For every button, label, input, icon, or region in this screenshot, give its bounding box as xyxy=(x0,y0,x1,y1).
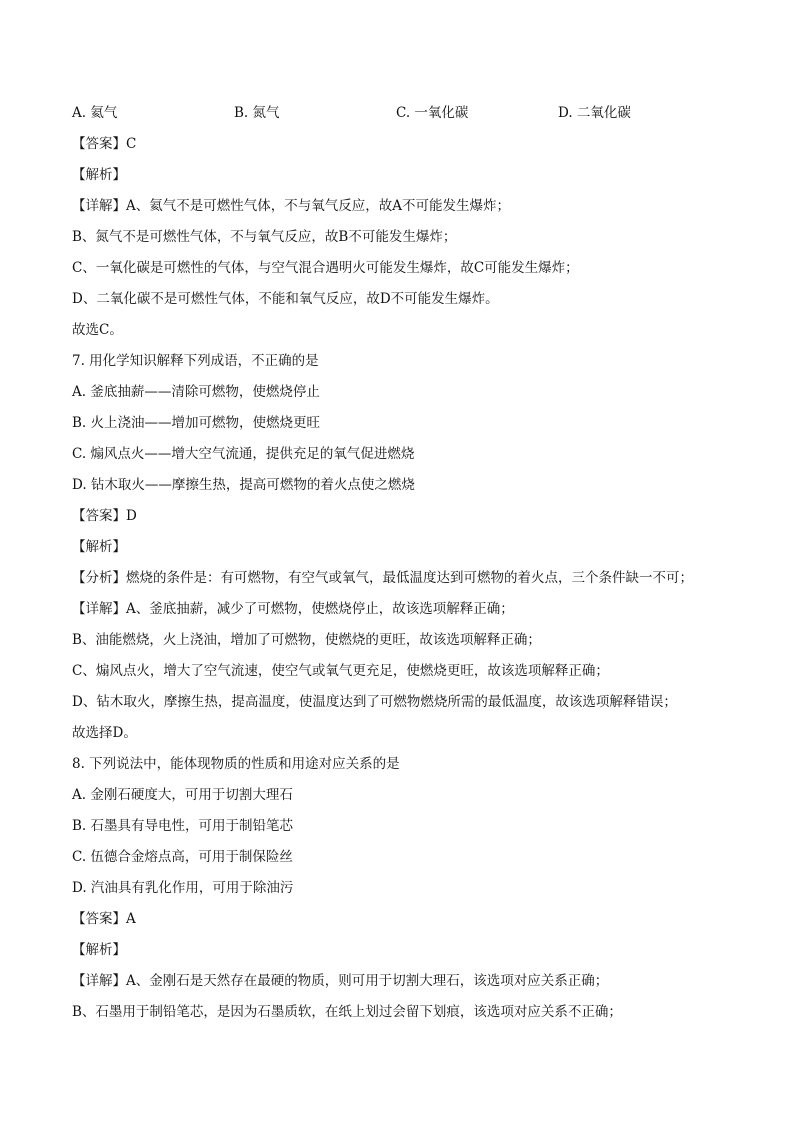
q6-analysis-head: 【解析】 xyxy=(72,167,126,183)
q6-detail-line: D、二氧化碳不是可燃性气体，不能和氧气反应，故D不可能发生爆炸。 xyxy=(72,291,499,307)
q6-option-b: B. 氮气 xyxy=(234,105,280,121)
q7-detail-line: B、油能燃烧，火上浇油，增加了可燃物，使燃烧的更旺，故该选项解释正确； xyxy=(72,632,541,648)
q8-option-a: A. 金刚石硬度大，可用于切割大理石 xyxy=(72,787,293,803)
q7-detail-line: D、钻木取火，摩擦生热，提高温度，使温度达到了可燃物燃烧所需的最低温度，故该选项解释错误； xyxy=(72,694,677,710)
q7-option-d: D. 钻木取火——摩擦生热，提高可燃物的着火点使之燃烧 xyxy=(72,477,415,493)
q6-option-c: C. 一氧化碳 xyxy=(396,105,469,121)
page-content xyxy=(72,101,732,1031)
q8-option-d: D. 汽油具有乳化作用，可用于除油污 xyxy=(72,880,294,896)
q8-detail-line: 【详解】A、金刚石是天然存在最硬的物质，则可用于切割大理石，该选项对应关系正确； xyxy=(72,973,609,989)
q6-detail-line: 【详解】A、氦气不是可燃性气体，不与氧气反应，故A不可能发生爆炸； xyxy=(72,198,510,214)
q8-stem: 8. 下列说法中，能体现物质的性质和用途对应关系的是 xyxy=(72,756,400,772)
q7-option-c: C. 煽风点火——增大空气流通，提供充足的氧气促进燃烧 xyxy=(72,446,415,462)
q8-answer: 【答案】A xyxy=(72,911,136,927)
q7-conclusion: 故选择D。 xyxy=(72,725,137,741)
q7-analysis-head: 【解析】 xyxy=(72,539,126,555)
q7-detail-line: 【详解】A、釜底抽薪，减少了可燃物，使燃烧停止，故该选项解释正确； xyxy=(72,601,514,617)
q7-analysis-line: 【分析】燃烧的条件是：有可燃物，有空气或氧气，最低温度达到可燃物的着火点，三个条件缺一不可； xyxy=(72,570,693,586)
q7-detail-line: C、煽风点火，增大了空气流速，使空气或氧气更充足，使燃烧更旺，故该选项解释正确； xyxy=(72,663,609,679)
q6-answer: 【答案】C xyxy=(72,136,137,152)
q8-analysis-head: 【解析】 xyxy=(72,942,126,958)
q6-detail-line: B、氮气不是可燃性气体，不与氧气反应，故B不可能发生爆炸； xyxy=(72,229,457,245)
q6-option-d: D. 二氧化碳 xyxy=(558,105,631,121)
q8-option-b: B. 石墨具有导电性，可用于制铅笔芯 xyxy=(72,818,294,834)
q6-options xyxy=(72,101,732,132)
q7-option-b: B. 火上浇油——增加可燃物，使燃烧更旺 xyxy=(72,415,321,431)
q7-answer: 【答案】D xyxy=(72,508,137,524)
q7-stem: 7. 用化学知识解释下列成语，不正确的是 xyxy=(72,353,319,369)
q6-detail-line: C、一氧化碳是可燃性的气体，与空气混合遇明火可能发生爆炸，故C可能发生爆炸； xyxy=(72,260,579,276)
q6-conclusion: 故选C。 xyxy=(72,322,123,338)
q7-option-a: A. 釜底抽薪——清除可燃物，使燃烧停止 xyxy=(72,384,320,400)
q6-option-a: A. 氦气 xyxy=(72,105,118,121)
q8-detail-line: B、石墨用于制铅笔芯，是因为石墨质软，在纸上划过会留下划痕，该选项对应关系不正确； xyxy=(72,1004,622,1020)
q8-option-c: C. 伍德合金熔点高，可用于制保险丝 xyxy=(72,849,293,865)
